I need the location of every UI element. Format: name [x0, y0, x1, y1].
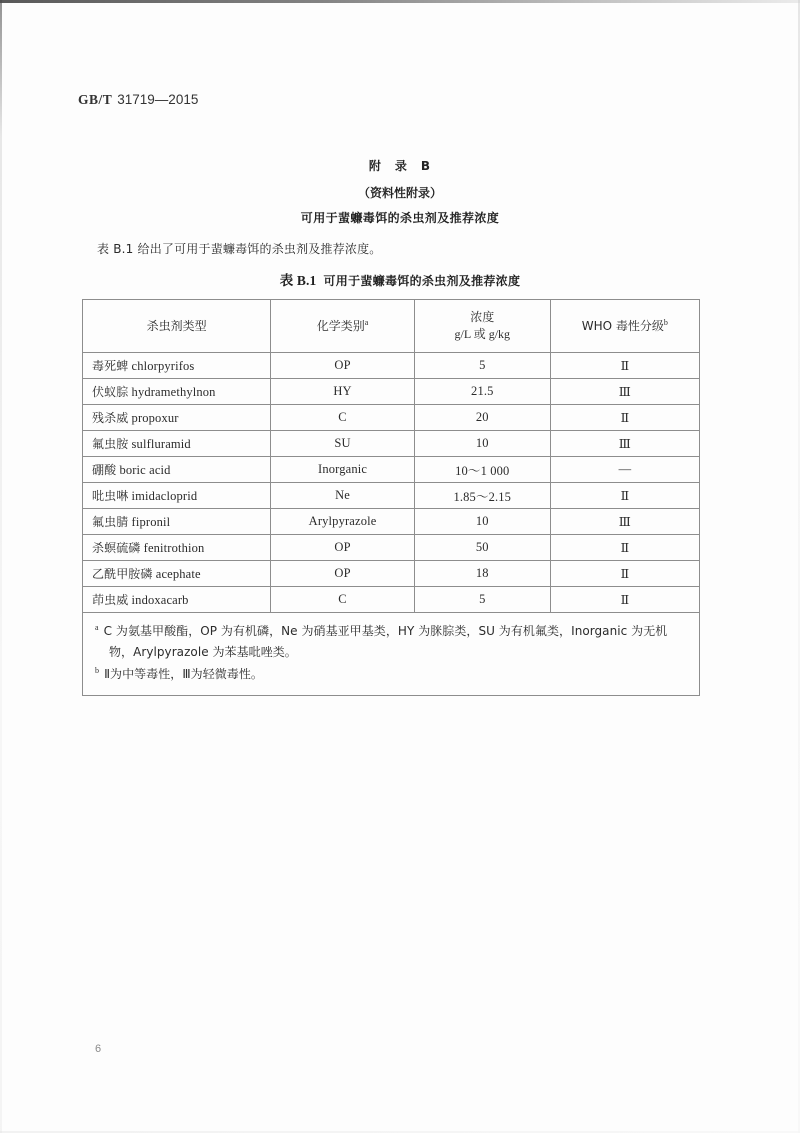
standard-code-prefix: GB/T [78, 92, 113, 107]
cell-insecticide-name [83, 587, 271, 613]
insecticide-name-cn: 硼酸 [92, 463, 117, 477]
table-row [83, 587, 700, 613]
table-caption-number: 表 B.1 [279, 273, 317, 288]
table-row [83, 405, 700, 431]
cell-who-grade: Ⅱ [550, 483, 699, 509]
cell-chemical-class: Arylpyrazole [271, 509, 415, 535]
cell-who-grade: Ⅲ [550, 379, 699, 405]
cell-insecticide-name [83, 561, 271, 587]
cell-insecticide-name [83, 509, 271, 535]
cell-concentration: 1.85～2.15 [414, 483, 550, 509]
cell-concentration: 20 [414, 405, 550, 431]
cell-insecticide-name [83, 431, 271, 457]
header-insecticide-type [83, 300, 271, 353]
header-chemical-class-label: 化学类别 [316, 318, 365, 333]
table-row [83, 483, 700, 509]
table-note-b [95, 664, 687, 685]
cell-insecticide-name [83, 483, 271, 509]
annex-subtitle: （资料性附录） [357, 186, 442, 200]
cell-who-grade: Ⅱ [550, 587, 699, 613]
header-who-toxicity [550, 300, 699, 353]
cell-who-grade: Ⅱ [550, 405, 699, 431]
insecticide-name-en: acephate [155, 567, 201, 581]
table-header-row [83, 300, 700, 353]
header-concentration-units: g/L 或 g/kg [454, 327, 511, 341]
cell-insecticide-name [83, 379, 271, 405]
standard-code-number: 31719—2015 [117, 92, 199, 107]
cell-who-grade: Ⅲ [550, 509, 699, 535]
table-row [83, 509, 700, 535]
insecticide-name-en: fipronil [131, 515, 171, 529]
insecticide-name-cn: 伏蚁腙 [92, 385, 129, 399]
cell-insecticide-name [83, 457, 271, 483]
cell-chemical-class: Ne [271, 483, 415, 509]
cell-who-grade: Ⅱ [550, 561, 699, 587]
cell-insecticide-name [83, 535, 271, 561]
table-caption [0, 269, 800, 289]
cell-concentration: 10～1 000 [414, 457, 550, 483]
page-top-edge-shadow [0, 0, 800, 3]
cell-concentration: 10 [414, 431, 550, 457]
cell-concentration: 5 [414, 353, 550, 379]
table-note-b-marker: b [95, 666, 100, 676]
cell-concentration: 5 [414, 587, 550, 613]
cell-chemical-class: OP [271, 561, 415, 587]
cell-who-grade: Ⅲ [550, 431, 699, 457]
table-row [83, 379, 700, 405]
cell-chemical-class: C [271, 405, 415, 431]
insecticide-name-en: imidacloprid [131, 489, 198, 503]
cell-who-grade: Ⅱ [550, 535, 699, 561]
table-body [83, 353, 700, 613]
insecticide-name-cn: 毒死蜱 [92, 359, 129, 373]
table-row [83, 431, 700, 457]
header-insecticide-type-label: 杀虫剂类型 [146, 318, 207, 333]
page-number: 6 [95, 1043, 102, 1055]
table-row [83, 353, 700, 379]
table-notes-cell [83, 613, 700, 696]
table-caption-text: 可用于蜚蠊毒饵的杀虫剂及推荐浓度 [323, 274, 521, 288]
header-who-toxicity-footnote-marker: b [663, 317, 668, 327]
insecticide-name-en: boric acid [119, 463, 171, 477]
annex-title: 附 录 B [368, 159, 432, 173]
table-row [83, 457, 700, 483]
insecticide-name-cn: 氟虫腈 [92, 515, 129, 529]
cell-concentration: 50 [414, 535, 550, 561]
cell-chemical-class: OP [271, 353, 415, 379]
insecticide-name-cn: 残杀威 [92, 411, 129, 425]
cell-who-grade: — [550, 457, 699, 483]
insecticide-name-en: hydramethylnon [131, 385, 216, 399]
insecticide-name-cn: 吡虫啉 [92, 489, 129, 503]
annex-name: 可用于蜚蠊毒饵的杀虫剂及推荐浓度 [300, 211, 500, 225]
insecticide-name-cn: 氟虫胺 [92, 437, 129, 451]
table-footer [83, 613, 700, 696]
cell-concentration: 18 [414, 561, 550, 587]
insecticide-name-en: fenitrothion [143, 541, 205, 555]
cell-chemical-class: OP [271, 535, 415, 561]
insecticide-name-cn: 乙酰甲胺磷 [92, 567, 153, 581]
cell-chemical-class: Inorganic [271, 457, 415, 483]
header-chemical-class [271, 300, 415, 353]
annex-intro-paragraph: 表 B.1 给出了可用于蜚蠊毒饵的杀虫剂及推荐浓度。 [97, 242, 382, 256]
insecticide-name-cn: 杀螟硫磷 [92, 541, 141, 555]
table-notes-row [83, 613, 700, 696]
table-row [83, 561, 700, 587]
cell-chemical-class: HY [271, 379, 415, 405]
table-note-a-text: C 为氨基甲酸酯，OP 为有机磷，Ne 为硝基亚甲基类，HY 为脒腙类，SU 为有机氟类，Inorganic 为无机物，Arylpyrazole 为苯基吡唑类。 [103, 624, 668, 660]
table-note-a-marker: a [95, 623, 99, 633]
header-who-toxicity-label: WHO 毒性分级 [581, 318, 664, 333]
insecticide-name-en: chlorpyrifos [131, 359, 195, 373]
insecticide-name-en: indoxacarb [131, 593, 189, 607]
header-chemical-class-footnote-marker: a [364, 317, 369, 327]
cell-chemical-class: SU [271, 431, 415, 457]
cell-chemical-class: C [271, 587, 415, 613]
insecticide-table-wrapper [82, 299, 700, 696]
cell-insecticide-name [83, 405, 271, 431]
insecticide-table [82, 299, 700, 696]
table-header [83, 300, 700, 353]
cell-who-grade: Ⅱ [550, 353, 699, 379]
insecticide-name-cn: 茚虫威 [92, 593, 129, 607]
standard-code-header [78, 92, 198, 108]
header-concentration-label: 浓度 [470, 309, 495, 324]
table-note-b-text: Ⅱ为中等毒性，Ⅲ为轻微毒性。 [104, 667, 263, 682]
insecticide-name-en: propoxur [131, 411, 179, 425]
cell-concentration: 21.5 [414, 379, 550, 405]
cell-insecticide-name [83, 353, 271, 379]
cell-concentration: 10 [414, 509, 550, 535]
insecticide-name-en: sulfluramid [131, 437, 191, 451]
table-note-a [95, 621, 687, 663]
header-concentration [414, 300, 550, 353]
table-row [83, 535, 700, 561]
